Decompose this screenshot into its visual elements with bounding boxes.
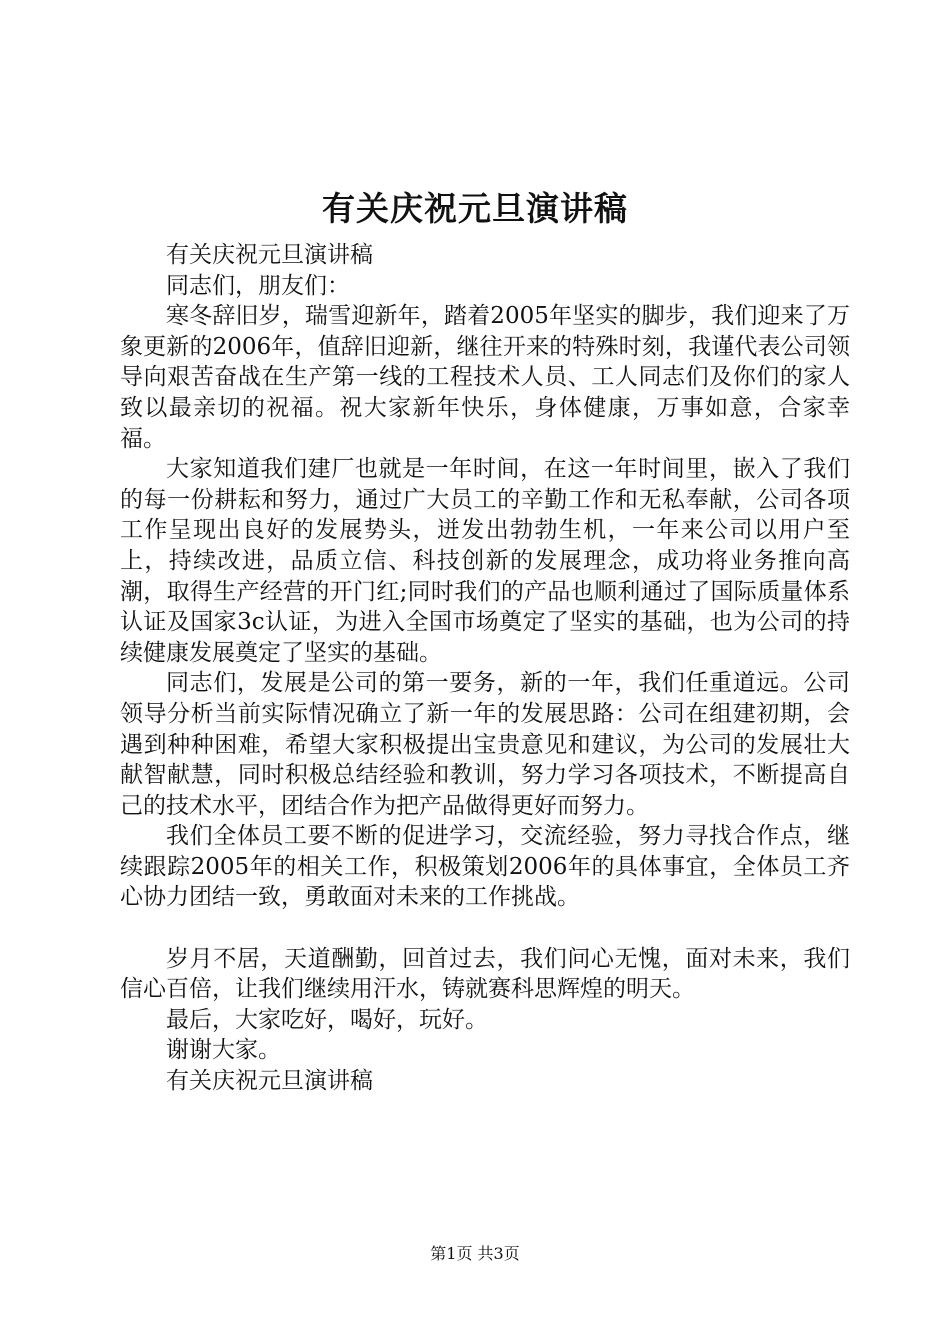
paragraph-greeting: 寒冬辞旧岁，瑞雪迎新年，踏着2005年坚实的脚步，我们迎来了万象更新的2006年，值辞旧迎新，继往开来的特殊时刻，我谨代表公司领导向艰苦奋战在生产第一线的工程技术人员、工人同志们及你们的家人致以最亲切的祝福。祝大家新年快乐，身体健康，万事如意，合家幸福。 (120, 303, 850, 452)
paragraph-end-title: 有关庆祝元旦演讲稿 (166, 1068, 373, 1095)
paragraph-development: 同志们，发展是公司的第一要务，新的一年，我们任重道远。公司领导分析当前实际情况确立了新一年的发展思路：公司在组建初期，会遇到种种困难，希望大家积极提出宝贵意见和建议，为公司的发展壮大献智献慧，同时积极总结经验和教训，努力学习各项技术，不断提高自己的技术水平，团结合作为把产品做得更好而努力。 (120, 670, 850, 819)
paragraph-review: 大家知道我们建厂也就是一年时间，在这一年时间里，嵌入了我们的每一份耕耘和努力，通过广大员工的辛勤工作和无私奉献，公司各项工作呈现出良好的发展势头，迸发出勃勃生机，一年来公司以用户至上，持续改进，品质立信、科技创新的发展理念，成功将业务推向高潮，取得生产经营的开门红;同时我们的产品也顺利通过了国际质量体系认证及国家3c认证，为进入全国市场奠定了坚实的基础，也为公司的持续健康发展奠定了坚实的基础。 (120, 456, 850, 666)
paragraph-thanks: 谢谢大家。 (166, 1037, 281, 1064)
paragraph-heading-repeat: 有关庆祝元旦演讲稿 (166, 242, 373, 268)
page-footer: 第1页 共3页 (430, 1244, 520, 1263)
blank-line (120, 913, 850, 944)
paragraph-closing: 最后，大家吃好，喝好，玩好。 (166, 1006, 488, 1033)
document-body (120, 240, 850, 1097)
document-title: 有关庆祝元旦演讲稿 (322, 189, 628, 228)
paragraph-salutation: 同志们，朋友们： (166, 272, 350, 299)
paragraph-outlook: 岁月不居，天道酬勤，回首过去，我们问心无愧，面对未来，我们信心百倍，让我们继续用汗水，铸就赛科思辉煌的明天。 (120, 945, 850, 1003)
paragraph-learning: 我们全体员工要不断的促进学习，交流经验，努力寻找合作点，继续跟踪2005年的相关工作，积极策划2006年的具体事宜，全体员工齐心协力团结一致，勇敢面对未来的工作挑战。 (120, 823, 850, 911)
